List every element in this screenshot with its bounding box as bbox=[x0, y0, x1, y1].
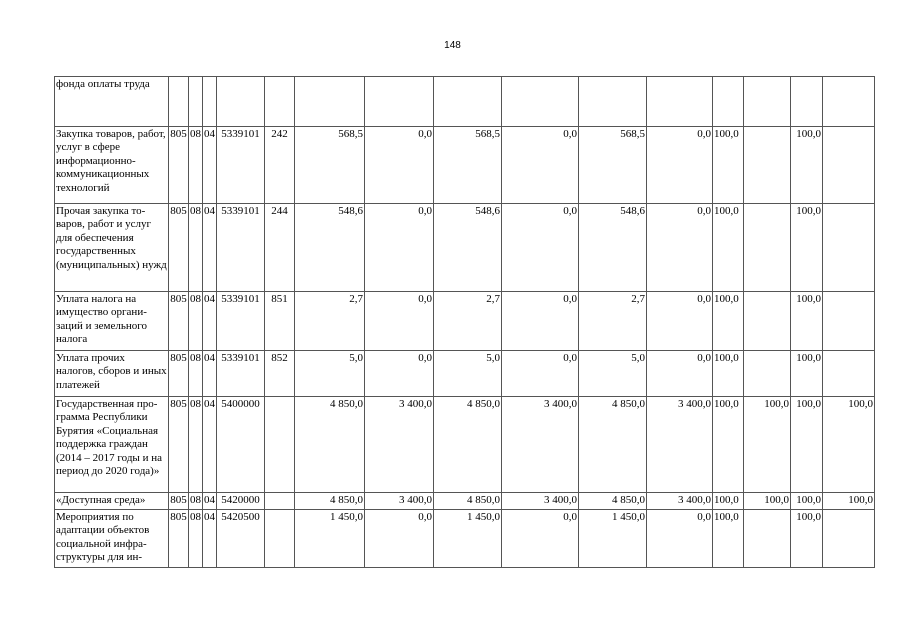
grbs-code-cell: 805 bbox=[169, 204, 189, 292]
value-cell-3: 2,7 bbox=[434, 292, 502, 351]
value-cell-4: 0,0 bbox=[502, 204, 579, 292]
value-cell-3: 4 850,0 bbox=[434, 493, 502, 510]
expense-type-cell bbox=[265, 397, 295, 493]
section-code-cell bbox=[189, 77, 203, 127]
value-cell-5: 548,6 bbox=[579, 204, 647, 292]
value-cell-6: 0,0 bbox=[647, 292, 713, 351]
value-cell-5: 1 450,0 bbox=[579, 510, 647, 568]
value-cell-1: 2,7 bbox=[295, 292, 365, 351]
value-cell-2: 0,0 bbox=[365, 351, 434, 397]
table-row bbox=[55, 292, 875, 351]
table-row bbox=[55, 510, 875, 568]
value-cell-5: 5,0 bbox=[579, 351, 647, 397]
grbs-code-cell: 805 bbox=[169, 351, 189, 397]
target-article-cell: 5339101 bbox=[217, 127, 265, 204]
percent-cell-3: 100,0 bbox=[791, 351, 823, 397]
row-name-cell: Уплата налога на имущество органи-заций и земельного налога bbox=[55, 292, 169, 351]
percent-cell-4: 100,0 bbox=[823, 397, 875, 493]
value-cell-6: 3 400,0 bbox=[647, 397, 713, 493]
target-article-cell: 5400000 bbox=[217, 397, 265, 493]
subsection-code-cell: 04 bbox=[203, 127, 217, 204]
value-cell-2: 0,0 bbox=[365, 510, 434, 568]
value-cell-3: 5,0 bbox=[434, 351, 502, 397]
value-cell-6 bbox=[647, 77, 713, 127]
table-row bbox=[55, 493, 875, 510]
target-article-cell: 5339101 bbox=[217, 351, 265, 397]
row-name-cell: Государственная про-грамма Республики Бурятия «Социальная поддержка граждан (2014 – 2017 годы и на период до 2020 года)» bbox=[55, 397, 169, 493]
section-code-cell: 08 bbox=[189, 510, 203, 568]
page-number: 148 bbox=[444, 40, 461, 51]
expense-type-cell bbox=[265, 493, 295, 510]
value-cell-4: 0,0 bbox=[502, 351, 579, 397]
percent-cell-2 bbox=[744, 292, 791, 351]
value-cell-4: 0,0 bbox=[502, 292, 579, 351]
value-cell-1: 5,0 bbox=[295, 351, 365, 397]
grbs-code-cell: 805 bbox=[169, 127, 189, 204]
value-cell-1 bbox=[295, 77, 365, 127]
percent-cell-3: 100,0 bbox=[791, 127, 823, 204]
subsection-code-cell: 04 bbox=[203, 292, 217, 351]
grbs-code-cell: 805 bbox=[169, 493, 189, 510]
table-row bbox=[55, 77, 875, 127]
value-cell-3: 4 850,0 bbox=[434, 397, 502, 493]
expense-type-cell: 852 bbox=[265, 351, 295, 397]
percent-cell-2 bbox=[744, 127, 791, 204]
table-row bbox=[55, 397, 875, 493]
row-name-cell: фонда оплаты труда bbox=[55, 77, 169, 127]
value-cell-5 bbox=[579, 77, 647, 127]
budget-table bbox=[54, 76, 875, 568]
percent-cell-4 bbox=[823, 77, 875, 127]
row-name-cell: Прочая закупка то-варов, работ и услуг для обеспечения государственных (муниципальных) нужд bbox=[55, 204, 169, 292]
section-code-cell: 08 bbox=[189, 292, 203, 351]
value-cell-1: 568,5 bbox=[295, 127, 365, 204]
expense-type-cell bbox=[265, 77, 295, 127]
section-code-cell: 08 bbox=[189, 127, 203, 204]
expense-type-cell: 244 bbox=[265, 204, 295, 292]
value-cell-2: 0,0 bbox=[365, 204, 434, 292]
row-name-cell: Уплата прочих налогов, сборов и иных платежей bbox=[55, 351, 169, 397]
percent-cell-1: 100,0 bbox=[713, 510, 744, 568]
value-cell-1: 1 450,0 bbox=[295, 510, 365, 568]
value-cell-4 bbox=[502, 77, 579, 127]
row-name-cell: Мероприятия по адаптации объектов социальной инфра-структуры для ин- bbox=[55, 510, 169, 568]
percent-cell-1: 100,0 bbox=[713, 351, 744, 397]
percent-cell-2 bbox=[744, 510, 791, 568]
percent-cell-3: 100,0 bbox=[791, 510, 823, 568]
percent-cell-2 bbox=[744, 77, 791, 127]
percent-cell-4 bbox=[823, 351, 875, 397]
value-cell-5: 4 850,0 bbox=[579, 493, 647, 510]
subsection-code-cell: 04 bbox=[203, 397, 217, 493]
value-cell-4: 0,0 bbox=[502, 127, 579, 204]
percent-cell-3: 100,0 bbox=[791, 204, 823, 292]
value-cell-2: 0,0 bbox=[365, 292, 434, 351]
value-cell-5: 4 850,0 bbox=[579, 397, 647, 493]
subsection-code-cell bbox=[203, 77, 217, 127]
percent-cell-4 bbox=[823, 510, 875, 568]
expense-type-cell: 242 bbox=[265, 127, 295, 204]
expense-type-cell bbox=[265, 510, 295, 568]
value-cell-5: 568,5 bbox=[579, 127, 647, 204]
grbs-code-cell: 805 bbox=[169, 510, 189, 568]
value-cell-3: 568,5 bbox=[434, 127, 502, 204]
value-cell-6: 0,0 bbox=[647, 127, 713, 204]
expense-type-cell: 851 bbox=[265, 292, 295, 351]
target-article-cell: 5420000 bbox=[217, 493, 265, 510]
value-cell-3: 1 450,0 bbox=[434, 510, 502, 568]
section-code-cell: 08 bbox=[189, 493, 203, 510]
percent-cell-1: 100,0 bbox=[713, 397, 744, 493]
percent-cell-2: 100,0 bbox=[744, 493, 791, 510]
percent-cell-2: 100,0 bbox=[744, 397, 791, 493]
value-cell-1: 4 850,0 bbox=[295, 493, 365, 510]
subsection-code-cell: 04 bbox=[203, 204, 217, 292]
percent-cell-1 bbox=[713, 77, 744, 127]
percent-cell-3 bbox=[791, 77, 823, 127]
percent-cell-3: 100,0 bbox=[791, 397, 823, 493]
percent-cell-4 bbox=[823, 204, 875, 292]
percent-cell-2 bbox=[744, 351, 791, 397]
table-row bbox=[55, 127, 875, 204]
value-cell-3 bbox=[434, 77, 502, 127]
value-cell-6: 3 400,0 bbox=[647, 493, 713, 510]
section-code-cell: 08 bbox=[189, 204, 203, 292]
percent-cell-3: 100,0 bbox=[791, 292, 823, 351]
grbs-code-cell: 805 bbox=[169, 292, 189, 351]
table-row bbox=[55, 351, 875, 397]
subsection-code-cell: 04 bbox=[203, 493, 217, 510]
target-article-cell: 5339101 bbox=[217, 292, 265, 351]
value-cell-4: 3 400,0 bbox=[502, 493, 579, 510]
value-cell-4: 0,0 bbox=[502, 510, 579, 568]
target-article-cell bbox=[217, 77, 265, 127]
percent-cell-3: 100,0 bbox=[791, 493, 823, 510]
percent-cell-4: 100,0 bbox=[823, 493, 875, 510]
row-name-cell: Закупка товаров, работ, услуг в сфере информационно-коммуникационных технологий bbox=[55, 127, 169, 204]
subsection-code-cell: 04 bbox=[203, 351, 217, 397]
percent-cell-1: 100,0 bbox=[713, 204, 744, 292]
target-article-cell: 5420500 bbox=[217, 510, 265, 568]
value-cell-4: 3 400,0 bbox=[502, 397, 579, 493]
value-cell-1: 4 850,0 bbox=[295, 397, 365, 493]
percent-cell-4 bbox=[823, 127, 875, 204]
value-cell-6: 0,0 bbox=[647, 204, 713, 292]
value-cell-2: 0,0 bbox=[365, 127, 434, 204]
value-cell-6: 0,0 bbox=[647, 351, 713, 397]
percent-cell-1: 100,0 bbox=[713, 127, 744, 204]
target-article-cell: 5339101 bbox=[217, 204, 265, 292]
value-cell-2 bbox=[365, 77, 434, 127]
percent-cell-4 bbox=[823, 292, 875, 351]
value-cell-3: 548,6 bbox=[434, 204, 502, 292]
grbs-code-cell: 805 bbox=[169, 397, 189, 493]
value-cell-5: 2,7 bbox=[579, 292, 647, 351]
grbs-code-cell bbox=[169, 77, 189, 127]
percent-cell-1: 100,0 bbox=[713, 292, 744, 351]
value-cell-6: 0,0 bbox=[647, 510, 713, 568]
percent-cell-1: 100,0 bbox=[713, 493, 744, 510]
row-name-cell: «Доступная среда» bbox=[55, 493, 169, 510]
table-row bbox=[55, 204, 875, 292]
value-cell-2: 3 400,0 bbox=[365, 397, 434, 493]
value-cell-2: 3 400,0 bbox=[365, 493, 434, 510]
subsection-code-cell: 04 bbox=[203, 510, 217, 568]
section-code-cell: 08 bbox=[189, 351, 203, 397]
percent-cell-2 bbox=[744, 204, 791, 292]
value-cell-1: 548,6 bbox=[295, 204, 365, 292]
section-code-cell: 08 bbox=[189, 397, 203, 493]
